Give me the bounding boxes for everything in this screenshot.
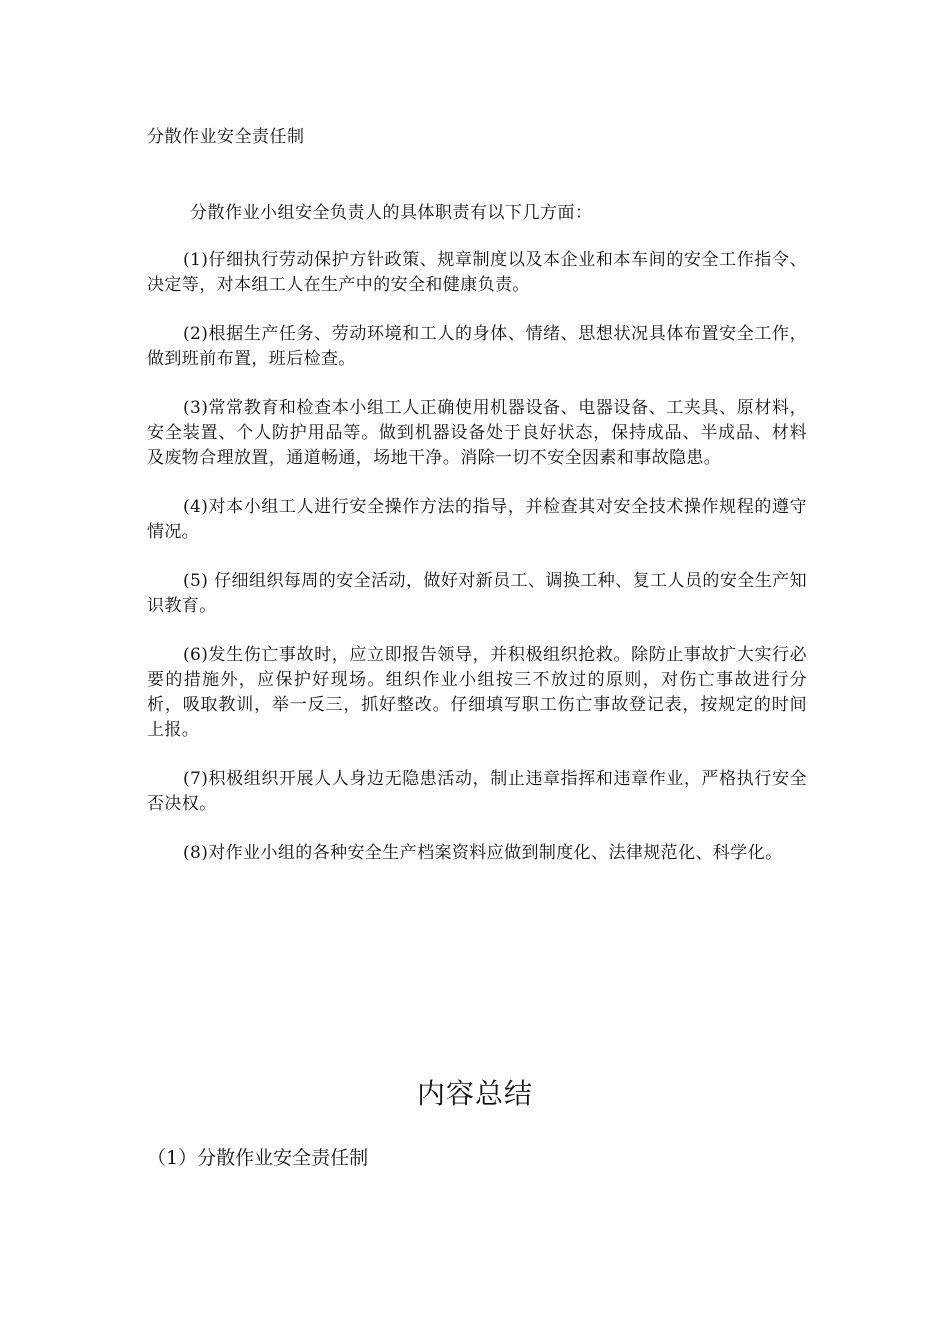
duty-item-5: (5) 仔细组织每周的安全活动，做好对新员工、调换工种、复工人员的安全生产知识教育。 <box>147 571 807 616</box>
duty-item-3: (3)常常教育和检查本小组工人正确使用机器设备、电器设备、工夹具、原材料，安全装置、个人防护用品等。做到机器设备处于良好状态，保持成品、半成品、材料及废物合理放置，通道畅通，场地干净。消除一切不安全因素和事故隐患。 <box>147 398 807 468</box>
summary-heading: 内容总结 <box>416 1077 533 1110</box>
duty-item-2: (2)根据生产任务、劳动环境和工人的身体、情绪、思想状况具体布置安全工作，做到班前布置，班后检查。 <box>147 324 807 369</box>
summary-item: （1）分散作业安全责任制 <box>147 1147 369 1169</box>
intro-paragraph: 分散作业小组安全负责人的具体职责有以下几方面： <box>190 203 593 223</box>
duty-item-6: (6)发生伤亡事故时，应立即报告领导，并积极组织抢救。除防止事故扩大实行必要的措施外，应保护好现场。组织作业小组按三不放过的原则，对伤亡事故进行分析，吸取教训，举一反三，抓好整改。仔细填写职工伤亡事故登记表，按规定的时间上报。 <box>147 645 807 740</box>
document-title: 分散作业安全责任制 <box>147 127 305 147</box>
duty-item-7: (7)积极组织开展人人身边无隐患活动，制止违章指挥和违章作业，严格执行安全否决权。 <box>147 769 807 814</box>
duty-item-4: (4)对本小组工人进行安全操作方法的指导，并检查其对安全技术操作规程的遵守情况。 <box>147 497 807 542</box>
duty-list <box>147 248 807 890</box>
duty-item-8: (8)对作业小组的各种安全生产档案资料应做到制度化、法律规范化、科学化。 <box>183 843 783 863</box>
duty-item-1: (1)仔细执行劳动保护方针政策、规章制度以及本企业和本车间的安全工作指令、决定等，对本组工人在生产中的安全和健康负责。 <box>147 250 807 295</box>
